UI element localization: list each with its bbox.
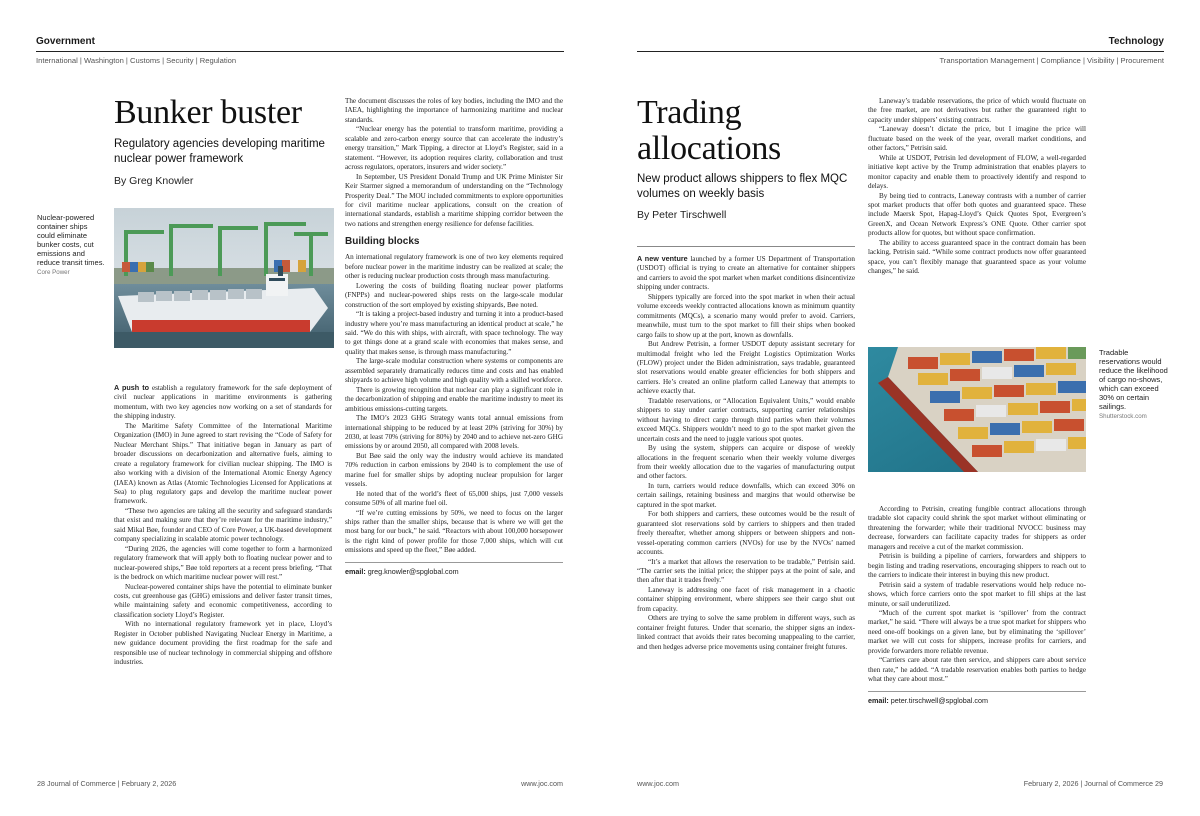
email-label: email: [345, 566, 366, 576]
paragraph: “Laneway doesn’t dictate the price, but I imagine the price will fluctuate based on the week of the year, overall market conditions, and other factors,” Petrisin said. [868, 125, 1086, 153]
paragraph: In turn, carriers would reduce downfalls, which can exceed 30% on certain sailings, retaining business and margins that would otherwise be captured in the spot market. [637, 481, 855, 509]
article-column-1 [637, 254, 855, 770]
headline-line-2: allocations [637, 130, 781, 167]
lead-in: A push to [114, 383, 150, 392]
paragraph: “Carriers care about rate then service, and shippers care about service then rate,” he added. “A tradable reservation enables both parties to hedge what they care about most.” [868, 656, 1086, 684]
ship-illustration [114, 208, 334, 348]
paragraph: “During 2026, the agencies will come together to form a harmonized regulatory framework that will apply both to floating nuclear power and to nuclear-powered ships,” Bøe told reporters at a recent press briefing. “That is the bedrock on which maritime nuclear power will rest.” [114, 544, 332, 582]
author-email [345, 562, 563, 576]
photo-credit: Shutterstock.com [1099, 413, 1147, 420]
paragraph: While at USDOT, Petrisin led development of FLOW, a well-regarded initiative kept active by the Trump administration that enables players to monitor capacity and enable them to proactively identify and respond to delays. [868, 153, 1086, 191]
article-headline: Bunker buster [114, 94, 302, 131]
paragraph: Nuclear-powered container ships have the potential to eliminate bunker costs, cut greenhouse gas (GHG) emissions and deliver faster transit times, while maintaining safety and economic competitiveness, according to classification society Lloyd’s Register. [114, 582, 332, 619]
paragraph: Laneway is addressing one facet of risk management in a chaotic container shipping environment, where shippers see their cargo shut out from capacity. [637, 585, 855, 613]
paragraph: But Bøe said the only way the industry would achieve its mandated 70% reduction in carbon emissions by 2040 is to complement the use of marine fuel for smaller ships by adopting nuclear propulsion for larger vessels. [345, 451, 563, 489]
nuclear-ship-photo [114, 208, 334, 348]
paragraph: “If we’re cutting emissions by 50%, we need to focus on the larger ships rather than the smaller ships, because that is where we will get the most bang for our buck,” he said. “Reactors with about 100,000 horsepower is the right kind of power profile for those 7,000 ships, which will cut emissions and speed up the fleet,” Bøe added. [345, 508, 563, 555]
section-subnav: International | Washington | Customs | Security | Regulation [36, 56, 237, 65]
paragraph: Petrisin said a system of tradable reservations would help reduce no-shows, which force carriers onto the spot market to fill ships at the last minute, or sail underutilized. [868, 580, 1086, 608]
paragraph: There is growing recognition that nuclear can play a significant role in the decarbonization of shipping and enable the maritime industry to meet its ambitious emissions-cutting targets. [345, 385, 563, 413]
paragraph: Lowering the costs of building floating nuclear power platforms (FNPPs) and nuclear-powered ships rests on the large-scale modular construction of the sort employed by existing shipyards, Bøe noted. [345, 281, 563, 309]
article-column-2 [345, 97, 563, 769]
article-column-2-top [868, 97, 1086, 333]
paragraph: But Andrew Petrisin, a former USDOT deputy assistant secretary for multimodal freight who led the Freight Logistics Optimization Works (FLOW) project under the Biden administration, says tradable, guaranteed slot reservations would enable greater efficiencies for both shippers and carriers. He’s created an online platform called Laneway that attempts to achieve exactly that. [637, 340, 855, 396]
article-dek: New product allows shippers to flex MQC volumes on weekly basis [637, 173, 848, 200]
email-link[interactable]: peter.tirschwell@spglobal.com [890, 695, 988, 705]
paragraph: “It’s a market that allows the reservation to be tradable,” Petrisin said. “The carrier sets the initial price; the shipper pays at the point of sale, and then after that it trades freely.” [637, 557, 855, 585]
article-headline [637, 95, 781, 167]
byline-divider [637, 246, 855, 247]
container-ship-photo [868, 347, 1086, 472]
author-email [868, 691, 1086, 705]
article-byline: By Greg Knowler [114, 175, 194, 187]
containers-illustration [868, 347, 1086, 472]
section-subnav: Transportation Management | Compliance | Visibility | Procurement [939, 56, 1164, 65]
paragraph: “These two agencies are taking all the security and safeguard standards that exist and making sure that they’re relevant for the maritime industry,” said Mikal Bøe, founder and CEO of Core Power, a UK-based development company specializing in scalable atomic power technology. [114, 506, 332, 544]
paragraph: According to Petrisin, creating fungible contract allocations through tradable slot capacity could shrink the spot market without eliminating or threatening the forwarder; while their traditional NVOCC business may decrease, forwarders can facilitate capacity trades for shippers as order managers and receive a cut of the market commission. [868, 505, 1086, 551]
paragraph: “Much of the current spot market is ‘spillover’ from the contract market,” he said. “There will always be a true spot market for shippers who need one-off bookings on a given lane, but by eliminating the ‘spillover’ market we will cut costs for shippers, increase profits for carriers, and provide forwarders more reliable revenue. [868, 608, 1086, 655]
photo-caption-text: Nuclear-powered container ships could eliminate bunker costs, cut emissions and reduce transit times. [37, 213, 105, 267]
headline-line-1: Trading [637, 94, 742, 131]
photo-caption [37, 213, 105, 277]
paragraph: Others are trying to solve the same problem in different ways, such as container freight futures. Under that scenario, the shipper signs an index-linked contract that avoids their rates becoming unappealing to the carrier, and then hedges adverse price movements using container freight futures. [637, 614, 855, 651]
paragraph: He noted that of the world’s fleet of 65,000 ships, just 7,000 vessels consume 50% of all marine fuel oil. [345, 489, 563, 508]
paragraph: Laneway’s tradable reservations, the price of which would fluctuate on the free market, are not derivatives but rather the guaranteed right to capacity under shippers’ existing contracts. [868, 97, 1086, 124]
paragraph: The ability to access guaranteed space in the contract domain has been lacking, Petrisin said. “While some contract products now offer guaranteed space, you can’t flexibly manage that guaranteed space as your volume changes,” he said. [868, 238, 1086, 276]
email-link[interactable]: greg.knowler@spglobal.com [367, 566, 459, 576]
paragraph: An international regulatory framework is one of two key elements required before nuclear power in the maritime industry can be realized at scale; the other is reducing nuclear production costs through mass manufacturing. [345, 253, 563, 281]
paragraph: launched by a former US Department of Transportation (USDOT) official is trying to create an alternative for container shippers and carriers to avoid the spot market when market conditions disincentivize shipping under contracts. [637, 255, 855, 292]
paragraph: By being tied to contracts, Laneway contrasts with a number of carrier spot market products that offer both quotes and guaranteed space. These include Maersk Spot, Hapag-Lloyd’s Quick Quotes Spot, Evergreen’s GreenX, and Ocean Network Express’s ONE Quote. Other carrier spot products allow for quotes, but without space confirmation. [868, 191, 1086, 238]
paragraph: “Nuclear energy has the potential to transform maritime, providing a scalable and zero-carbon energy source that can accelerate the industry’s energy transition,” Mark Tipping, a director at Lloyd’s Register, said in a statement. “However, its adoption requires clarity, collaboration and trust across regulators, operators, insurers and wider society.” [345, 125, 563, 172]
article-byline: By Peter Tirschwell [637, 209, 727, 221]
page-footer-url[interactable]: www.joc.com [521, 779, 563, 788]
paragraph: The IMO’s 2023 GHG Strategy wants total annual emissions from international shipping to be reduced by at least 20% (striving for 30%) by 2030, at least 70% (striving for 80%) by 2040 and to achieve net-zero GHG emissions by or around 2050, all compared with 2008 levels. [345, 414, 563, 451]
paragraph: The large-scale modular construction where systems or components are assembled separately dramatically reduces time and costs and has enabled shipyards to achieve high volume and high quality with a skilled workforce. [345, 357, 563, 385]
paragraph: In September, US President Donald Trump and UK Prime Minister Sir Keir Starmer signed a memorandum of understanding on the “Technology Prosperity Deal.” The MOU included commitments to explore opportunities for civil maritime nuclear applications, consult on the creation of international standards, establish a maritime shipping corridor between the two nations and strengthen energy resilience for defense facilities. [345, 172, 563, 228]
article-dek: Regulatory agencies developing maritime nuclear power framework [114, 138, 325, 165]
photo-caption-text: Tradable reservations would reduce the likelihood of cargo no-shows, which can exceed 30% on certain sailings. [1099, 348, 1168, 411]
email-label: email: [868, 695, 889, 705]
article-column-2-bottom [868, 505, 1086, 771]
photo-credit: Core Power [37, 269, 70, 276]
section-label-government: Government [36, 36, 564, 52]
section-label-technology: Technology [637, 36, 1164, 52]
paragraph: establish a regulatory framework for the safe deployment of civil nuclear applications in maritime environments is gathering momentum, with two key agencies now working on a set of standards for the shipping industry. [114, 384, 332, 421]
lead-in: A new venture [637, 254, 688, 263]
article-column-1 [114, 383, 332, 771]
right-page [600, 0, 1200, 816]
paragraph: With no international regulatory framework yet in place, Lloyd’s Register in October published Navigating Nuclear Energy in Maritime, a new guidance document providing the first roadmap for the safe and responsible use of nuclear technology in commercial shipping and offshore industries. [114, 620, 332, 667]
subheading: Building blocks [345, 236, 420, 248]
photo-caption [1099, 348, 1169, 421]
paragraph: The Maritime Safety Committee of the International Maritime Organization (IMO) in June agreed to start revising the “Code of Safety for Nuclear Merchant Ships.” That initiative began in January as part of broader discussions on decarbonization and alternative fuels, aiming to create a regulatory framework for civilian nuclear shipping. The IMO is also working with a division of the International Atomic Energy Agency (IAEA) known as Atlas (Atomic Technologies Licensed for Applications at Sea) to plug regulatory gaps and develop the maritime nuclear power framework. [114, 421, 332, 506]
paragraph: Tradable reservations, or “Allocation Equivalent Units,” would enable shippers to stay under carrier contracts, supporting carrier relationships without having to direct cargo through third parties when their volumes exceed MQCs. Shippers wouldn’t need to go to the spot market given the uncertain costs and the need to juggle various spot quotes. [637, 396, 855, 443]
paragraph: Petrisin is building a pipeline of carriers, forwarders and shippers to begin listing and trading reservations, encouraging shippers to reach out to the carriers to indicate their interest in buying this new product. [868, 552, 1086, 580]
paragraph: “It is taking a project-based industry and turning it into a product-based industry where you’re mass manufacturing an identical product at scale,” he said. “We do this with ships, with aircraft, with space technology. The way to get things done at a grand scale with economies that makes sense, and quality that makes sense, is through mass manufacturing.” [345, 310, 563, 356]
page-footer-right: February 2, 2026 | Journal of Commerce 29 [1023, 779, 1163, 788]
paragraph: Shippers typically are forced into the spot market in when their actual volume exceeds weekly contracted allocations known as minimum quantity commitments (MQCs), a scenario many would prefer to avoid. Carriers, meanwhile, must turn to the spot market to fill their ships when booked cargo fails to show up at the port, known as downfalls. [637, 292, 855, 339]
paragraph: By using the system, shippers can acquire or dispose of weekly allocations in the frequent scenario when their weekly volume diverges from their weekly allocation due to the vagaries of manufacturing output and other factors. [637, 444, 855, 481]
paragraph: The document discusses the roles of key bodies, including the IMO and the IAEA, highlighting the importance of harmonizing maritime and nuclear standards. [345, 97, 563, 124]
page-footer-url[interactable]: www.joc.com [637, 779, 679, 788]
paragraph: For both shippers and carriers, these outcomes would be the result of guaranteed slot reservations sold by carriers to shippers and then traded freely thereafter, whether among shippers or between shippers and non-vessel-operating common carriers (NVOs) for use by the NVOs’ named accounts. [637, 510, 855, 557]
page-footer-left: 28 Journal of Commerce | February 2, 2026 [37, 779, 177, 788]
